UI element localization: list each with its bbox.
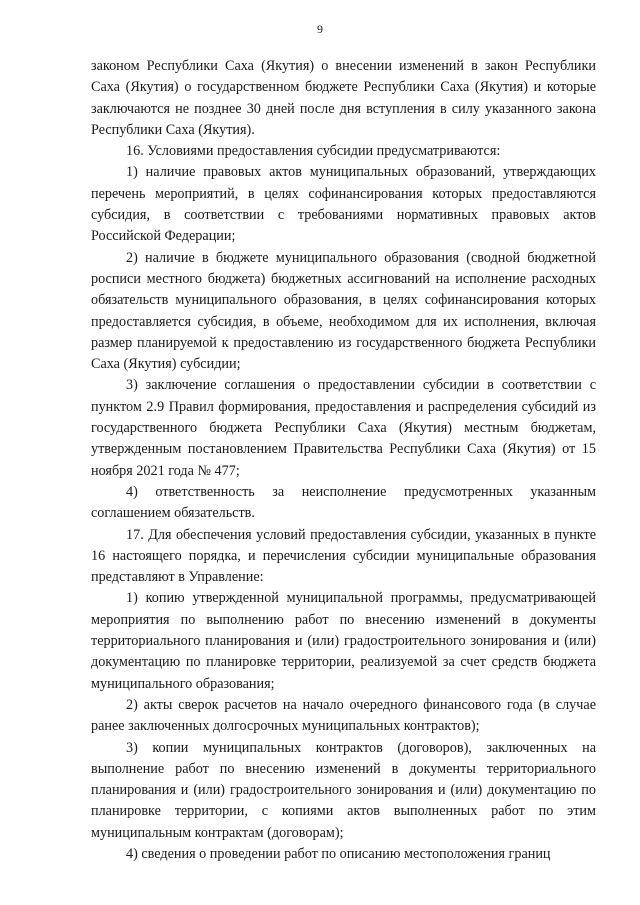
paragraph-clause-17-item-1: 1) копию утвержденной муниципальной программы, предусматривающей мероприятия по выполнению работ по внесению изменений в документы территориального планирования и (или) градостроительного зонирования и (или) документацию по планировке территории, реализуемой за счет средств бюджета муниципального образования;	[91, 590, 596, 692]
paragraph-clause-16-item-2: 2) наличие в бюджете муниципального образования (сводной бюджетной росписи местного бюджета) бюджетных ассигнований на исполнение расходных обязательств муниципального образования, в целях софинансирования которых предоставляется субсидия, в объеме, необходимом для их исполнения, включая размер планируемой к предоставлению из государственного бюджета Республики Саха (Якутия) субсидии;	[91, 249, 596, 373]
paragraph-continuation: законом Республики Саха (Якутия) о внесении изменений в закон Республики Саха (Якутия) о государственном бюджете Республики Саха (Якутия) и которые заключаются не позднее 30 дней после дня вступления в силу указанного закона Республики Саха (Якутия).	[91, 58, 596, 138]
paragraph-clause-17-item-2: 2) акты сверок расчетов на начало очередного финансового года (в случае ранее заключенных долгосрочных муниципальных контрактов);	[91, 696, 596, 735]
paragraph-clause-17: 17. Для обеспечения условий предоставления субсидии, указанных в пункте 16 настоящего порядка, и перечисления субсидии муниципальные образования представляют в Управление:	[91, 526, 596, 586]
paragraph-clause-16-item-4: 4) ответственность за неисполнение предусмотренных указанным соглашением обязательств.	[91, 483, 596, 522]
paragraph-clause-17-item-4: 4) сведения о проведении работ по описанию местоположения границ	[126, 845, 551, 862]
paragraph-clause-16: 16. Условиями предоставления субсидии предусматриваются:	[126, 143, 501, 160]
paragraph-clause-16-item-1: 1) наличие правовых актов муниципальных образований, утверждающих перечень мероприятий, в целях софинансирования которых предоставляются субсидия, в соответствии с требованиями нормативных правовых актов Российской Федерации;	[91, 164, 596, 245]
paragraph-clause-17-item-3: 3) копии муниципальных контрактов (договоров), заключенных на выполнение работ по внесению изменений в документы территориального планирования и (или) градостроительного зонирования и (или) документацию по планировке территории, с копиями актов выполненных работ по этим муниципальным контрактам (договорам);	[91, 739, 596, 841]
document-body	[91, 56, 596, 865]
paragraph-clause-16-item-3: 3) заключение соглашения о предоставлении субсидии в соответствии с пунктом 2.9 Правил формирования, предоставления и распределения субсидий из государственного бюджета Республики Саха (Якутия) местным бюджетам, утвержденным постановлением Правительства Республики Саха (Якутия) от 15 ноября 2021 года № 477;	[91, 377, 596, 479]
page-number: 9	[317, 22, 323, 36]
